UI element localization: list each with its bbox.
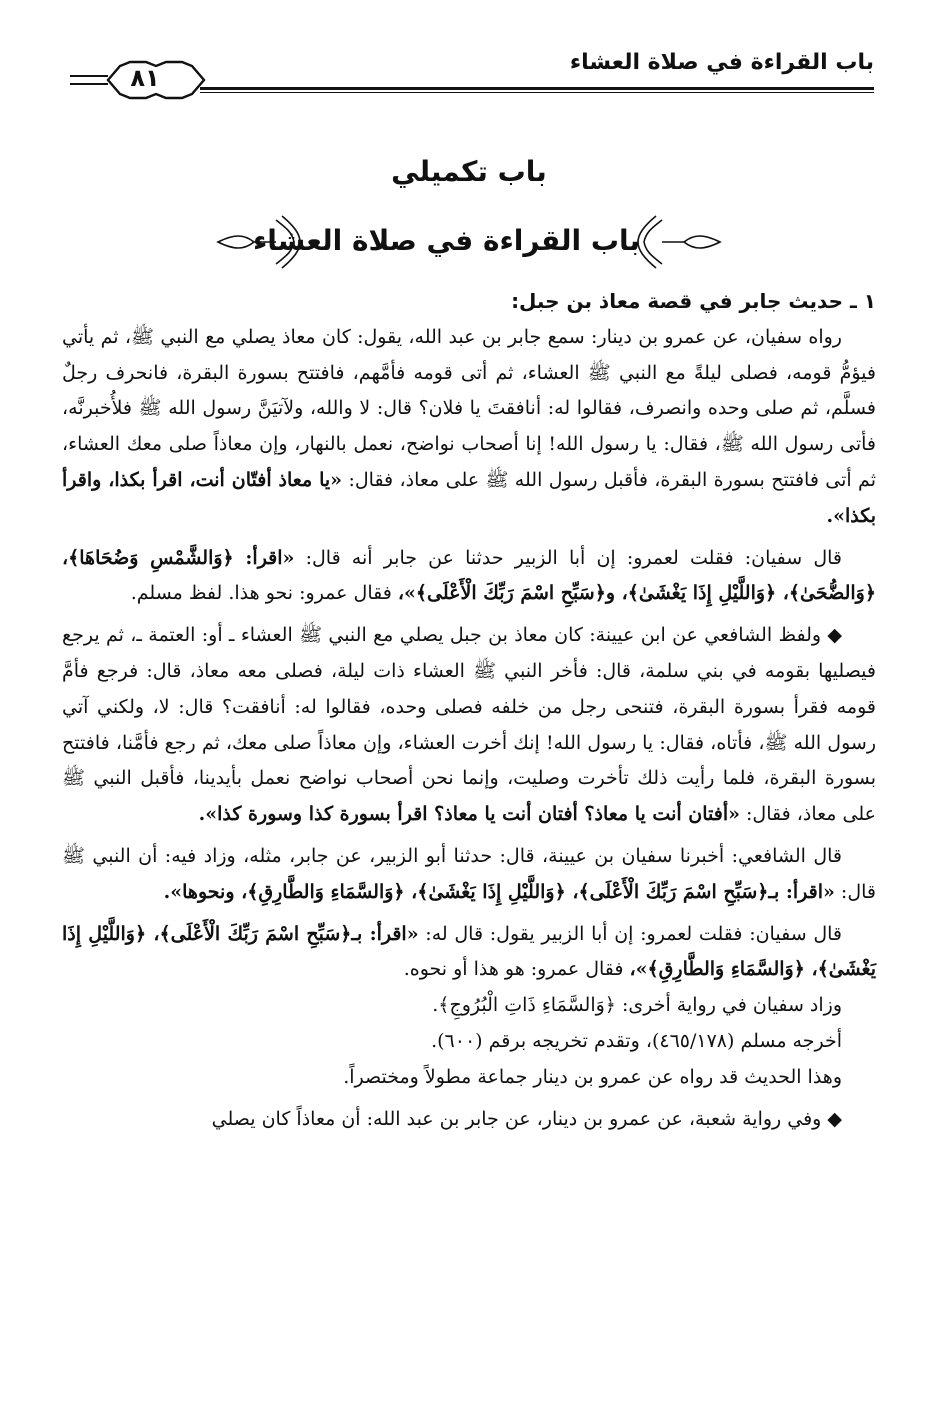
hadith-quote: «اقرأ: ﴿وَالشَّمْسِ وَضُحَاهَا﴾، ﴿وَالضُّحَىٰ﴾، ﴿وَاللَّيْلِ إِذَا يَغْشَىٰ﴾، و﴿سَبِّحِ اسْمَ رَبِّكَ الْأَعْلَى﴾»، xyxy=(62,546,876,605)
citation-paragraph: أخرجه مسلم (٤٦٥/١٧٨)، وتقدم تخريجه برقم (٦٠٠). xyxy=(431,1029,842,1052)
paragraph: قال الشافعي: أخبرنا سفيان بن عيينة، قال: حدثنا أبو الزبير، عن جابر، مثله، وزاد فيه: أن النبي ﷺ قال: «اقرأ: بـ﴿سَبِّحِ اسْمَ رَبِّكَ الْأَعْلَى﴾، ﴿وَاللَّيْلِ إِذَا يَغْشَىٰ﴾، ﴿وَالسَّمَاءِ وَالطَّارِقِ﴾، ونحوها». xyxy=(62,844,876,903)
paragraph: رواه سفيان، عن عمرو بن دينار: سمع جابر بن عبد الله، يقول: كان معاذ يصلي مع النبي ﷺ، ثم يأتي فيؤمُّ قومه، فصلى ليلةً مع النبي ﷺ العشاء، ثم أتى قومه فأمَّهم، فافتتح بسورة البقرة، فانحرف رجلٌ فسلَّم، ثم صلى وحده وانصرف، فقالوا له: أنافقتَ يا فلان؟ قال: لا والله، ولآتيَنَّ رسول الله ﷺ فلأُخبرنَّه، فأتى رسول الله ﷺ، فقال: يا رسول الله! إنا أصحاب نواضح، نعمل بالنهار، وإن معاذاً صلى معك العشاء، ثم أتى فافتتح بسورة البقرة، فأقبل رسول الله ﷺ على معاذ، فقال: «يا معاذ أفتّان أنت، اقرأ بكذا، واقرأ بكذا». xyxy=(62,325,876,527)
paragraph: قال سفيان: فقلت لعمرو: إن أبا الزبير حدثنا عن جابر أنه قال: «اقرأ: ﴿وَالشَّمْسِ وَضُحَاهَا﴾، ﴿وَالضُّحَىٰ﴾، ﴿وَاللَّيْلِ إِذَا يَغْشَىٰ﴾، و﴿سَبِّحِ اسْمَ رَبِّكَ الْأَعْلَى﴾»، فقال عمرو: نحو هذا. لفظ مسلم. xyxy=(62,546,876,605)
hadith-quote: «يا معاذ أفتّان أنت، اقرأ بكذا، واقرأ بكذا». xyxy=(62,468,876,527)
paragraph: وهذا الحديث قد رواه عن عمرو بن دينار جماعة مطولاً ومختصراً. xyxy=(343,1065,842,1088)
paragraph: ◆ ولفظ الشافعي عن ابن عيينة: كان معاذ بن جبل يصلي مع النبي ﷺ العشاء ـ أو: العتمة ـ، ثم يرجع فيصليها بقومه في بني سلمة، قال: فأخر النبي ﷺ العشاء ذات ليلة، فصلى معه معاذ، قال: فرجع فأمَّ قومه فقرأ بسورة البقرة، فتنحى رجل من خلفه فصلى وحده، فقالوا له: أنافقت؟ قال: لا، ولكني آتي رسول الله ﷺ، فأتاه، فقال: يا رسول الله! إنك أخرت العشاء، وإن معاذاً صلى معك، ثم رجع فأمَّنا، فافتتح بسورة البقرة، فلما رأيت ذلك تأخرت وصليت، وإنما نحن أصحاب نواضح نعمل بأيدينا، فأقبل النبي ﷺ على معاذ، فقال: «أفتان أنت يا معاذ؟ أفتان أنت يا معاذ؟ اقرأ بسورة كذا وسورة كذا». xyxy=(62,624,876,826)
paragraph: ◆ وفي رواية شعبة، عن عمرو بن دينار، عن جابر بن عبد الله: أن معاذاً كان يصلي xyxy=(211,1107,842,1130)
hadith-quote: «اقرأ: بـ﴿سَبِّحِ اسْمَ رَبِّكَ الْأَعْلَى﴾، ﴿وَاللَّيْلِ إِذَا يَغْشَىٰ﴾، ﴿وَالسَّمَاءِ وَالطَّارِقِ﴾، ونحوها». xyxy=(163,880,835,903)
running-header-title: باب القراءة في صلاة العشاء xyxy=(569,50,874,75)
hadith-quote: «اقرأ: بـ﴿سَبِّحِ اسْمَ رَبِّكَ الْأَعْلَى﴾، ﴿وَاللَّيْلِ إِذَا يَغْشَىٰ﴾، ﴿وَالسَّمَاءِ وَالطَّارِقِ﴾»، xyxy=(62,922,876,981)
paragraph: وزاد سفيان في رواية أخرى: ﴿وَالسَّمَاءِ ذَاتِ الْبُرُوجِ﴾. xyxy=(432,994,842,1017)
page-number: ٨١ xyxy=(130,64,160,92)
chapter-title: باب تكميلي xyxy=(391,155,547,188)
paragraph: قال سفيان: فقلت لعمرو: إن أبا الزبير يقول: قال له: «اقرأ: بـ﴿سَبِّحِ اسْمَ رَبِّكَ الْأَعْلَى﴾، ﴿وَاللَّيْلِ إِذَا يَغْشَىٰ﴾، ﴿وَالسَّمَاءِ وَالطَّارِقِ﴾»، فقال عمرو: هو هذا أو نحوه. xyxy=(62,922,876,981)
hadith-heading: ١ ـ حديث جابر في قصة معاذ بن جبل: xyxy=(511,289,876,313)
hadith-quote: «أفتان أنت يا معاذ؟ أفتان أنت يا معاذ؟ اقرأ بسورة كذا وسورة كذا». xyxy=(198,803,740,826)
section-title: باب القراءة في صلاة العشاء xyxy=(252,224,640,257)
header-rule xyxy=(200,87,874,90)
document-body xyxy=(62,284,876,1137)
header-rule-thin xyxy=(200,92,874,93)
